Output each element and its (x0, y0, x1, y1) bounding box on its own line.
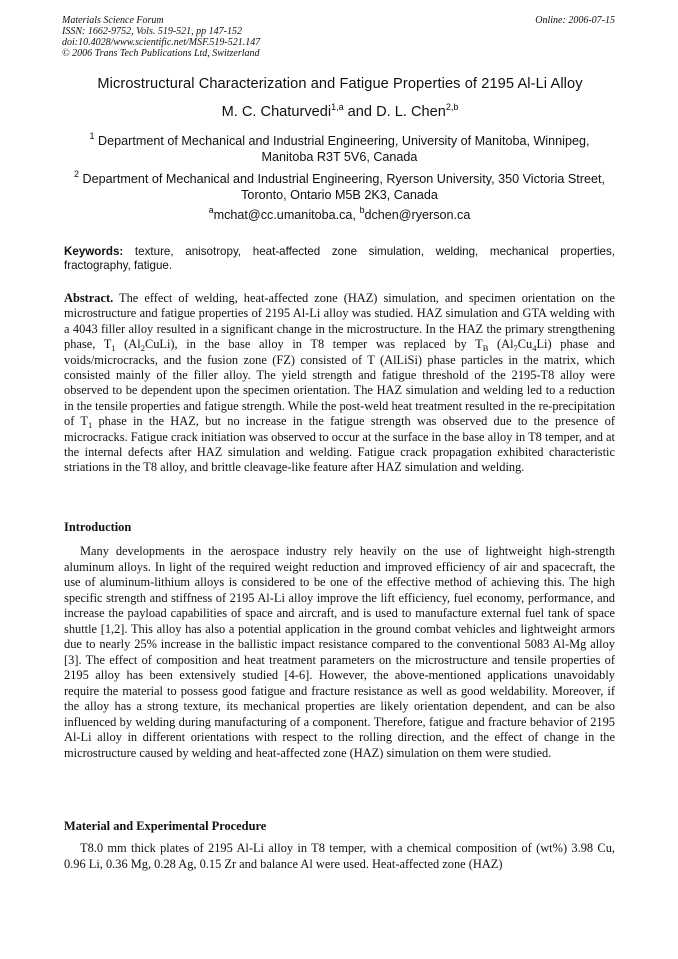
affiliation-1-text: Department of Mechanical and Industrial Engineering, University of Manitoba, Winnipeg, Manitoba R3T 5V6, Canada (98, 134, 590, 164)
author-2-sup: 2,b (445, 102, 459, 112)
abstract-text-5: Cu (517, 337, 533, 352)
abstract-sub-2: 2 (140, 343, 145, 354)
paper-title: Microstructural Characterization and Fatigue Properties of 2195 Al-Li Alloy (97, 76, 583, 92)
materials-paragraph: T8.0 mm thick plates of 2195 Al-Li alloy in T8 temper, with a chemical composition of (wt%) 3.98 Cu, 0.96 Li, 0.36 Mg, 0.28 Ag, 0.15 Zr and balance Al were used. Heat-affected zone (HAZ) (64, 841, 615, 871)
abstract-text-4: (Al (488, 337, 514, 352)
affiliation-1-num: 1 (89, 131, 95, 141)
author-emails (62, 205, 617, 222)
abstract-block (64, 291, 615, 476)
email-a: mchat@cc.umanitoba.ca, (213, 208, 360, 222)
author-line (40, 104, 640, 120)
abstract-text-7: phase in the HAZ, but no increase in the fatigue strength was observed due to the presence of microcracks. Fatigue crack initiation was observed to occur at the surface in the base alloy in T8 temper, and at the internal defects after HAZ simulation and welding. Fatigue crack propagation exhibited characteristic striations in the T8 alloy, and brittle cleavage-like feature after HAZ simulation and welding. (64, 414, 615, 475)
issn-line: ISSN: 1662-9752, Vols. 519-521, pp 147-152 (62, 26, 242, 37)
affiliation-2-text: Department of Mechanical and Industrial Engineering, Ryerson University, 350 Victoria Street, Toronto, Ontario M5B 2K3, Canada (82, 172, 605, 202)
abstract-text-3: CuLi), in the base alloy in T8 temper was replaced by T (144, 337, 483, 352)
online-date: Online: 2006-07-15 (535, 15, 615, 26)
keywords-text: texture, anisotropy, heat-affected zone simulation, welding, mechanical properties, fractography, fatigue. (64, 245, 615, 272)
abstract-sub-6: 1 (87, 420, 93, 431)
email-b: dchen@ryerson.ca (364, 208, 471, 222)
affiliation-2-num: 2 (74, 169, 80, 179)
affiliation-2 (62, 171, 617, 203)
email-a-sup: a (208, 205, 214, 215)
author-2: D. L. Chen (376, 104, 446, 120)
doi-line: doi:10.4028/www.scientific.net/MSF.519-521.147 (62, 37, 261, 48)
copyright-line: © 2006 Trans Tech Publications Ltd, Switzerland (62, 48, 260, 59)
author-1-sup: 1,a (331, 102, 344, 112)
email-b-sup: b (359, 205, 365, 215)
keywords-label: Keywords: (64, 245, 124, 258)
introduction-paragraph: Many developments in the aerospace industry rely heavily on the use of lightweight high-strength aluminum alloys. In light of the required weight reduction and improved efficiency of air and spacecraft, the use of aluminum-lithium alloys is considered to be one of the effective method of achieving this. The high specific strength and stiffness of 2195 Al-Li alloy improve the lift efficiency, fuel economy, performance, and increase the payload capabilities of space and aircraft, and is used to manufacture external fuel tank of space shuttle [1,2]. This alloy has also a potential application in the ground combat vehicles and lightweight armors due to nearly 25% increase in the ballistic impact resistance compared to the conventional 5083 Al-Mg alloy [3]. The effect of composition and heat treatment parameters on the microstructure and tensile properties of 2195 alloy has been extensively studied [4-6]. However, the above-mentioned applications unavoidably require the material to possess good fatigue and fracture resistance as well as good weldability. Moreover, if the alloy has a strong texture, its mechanical properties are likely orientation dependent, and can be also influenced by welding during manufacturing of a component. Therefore, fatigue and fracture behavior of 2195 Al-Li alloy in different orientations with respect to the rolling direction, and the effect of change in the microstructure caused by welding and heat-affected zone (HAZ) simulation on them were studied. (64, 544, 615, 760)
abstract-sub-4: 7 (513, 343, 518, 354)
abstract-text-6: Li) phase and voids/microcracks, and the fusion zone (FZ) consisted of T (AlLiSi) phase particles in the matrix, which consisted mainly of the filler alloy. The yield strength and fatigue threshold of the 2195-T8 alloy were observed to be dependent upon the specimen orientation. The HAZ simulation and welding led to a reduction in the tensile properties and fatigue strength. While the post-weld heat treatment resulted in the re-precipitation of T (64, 337, 615, 429)
abstract-sub-5: 4 (532, 343, 537, 354)
materials-heading: Material and Experimental Procedure (64, 819, 267, 833)
affiliation-1 (62, 133, 617, 165)
abstract-text-1: The effect of welding, heat-affected zone (HAZ) simulation, and specimen orientation on the microstructure and fatigue properties of 2195 Al-Li alloy was studied. HAZ simulation and GTA welding with a 4043 filler alloy resulted in a significant change in the microstructure. In the HAZ the primary strengthening phase, T (64, 291, 615, 352)
abstract-sub-3: B (482, 343, 489, 354)
journal-name: Materials Science Forum (62, 15, 164, 26)
author-conjunction: and (343, 104, 377, 120)
abstract-text-2: (Al (115, 337, 141, 352)
keywords-block (64, 245, 615, 273)
introduction-heading: Introduction (64, 520, 132, 534)
abstract-label: Abstract. (64, 291, 114, 305)
author-1: M. C. Chaturvedi (221, 104, 332, 120)
running-header (62, 15, 260, 59)
abstract-sub-1: 1 (111, 343, 116, 354)
